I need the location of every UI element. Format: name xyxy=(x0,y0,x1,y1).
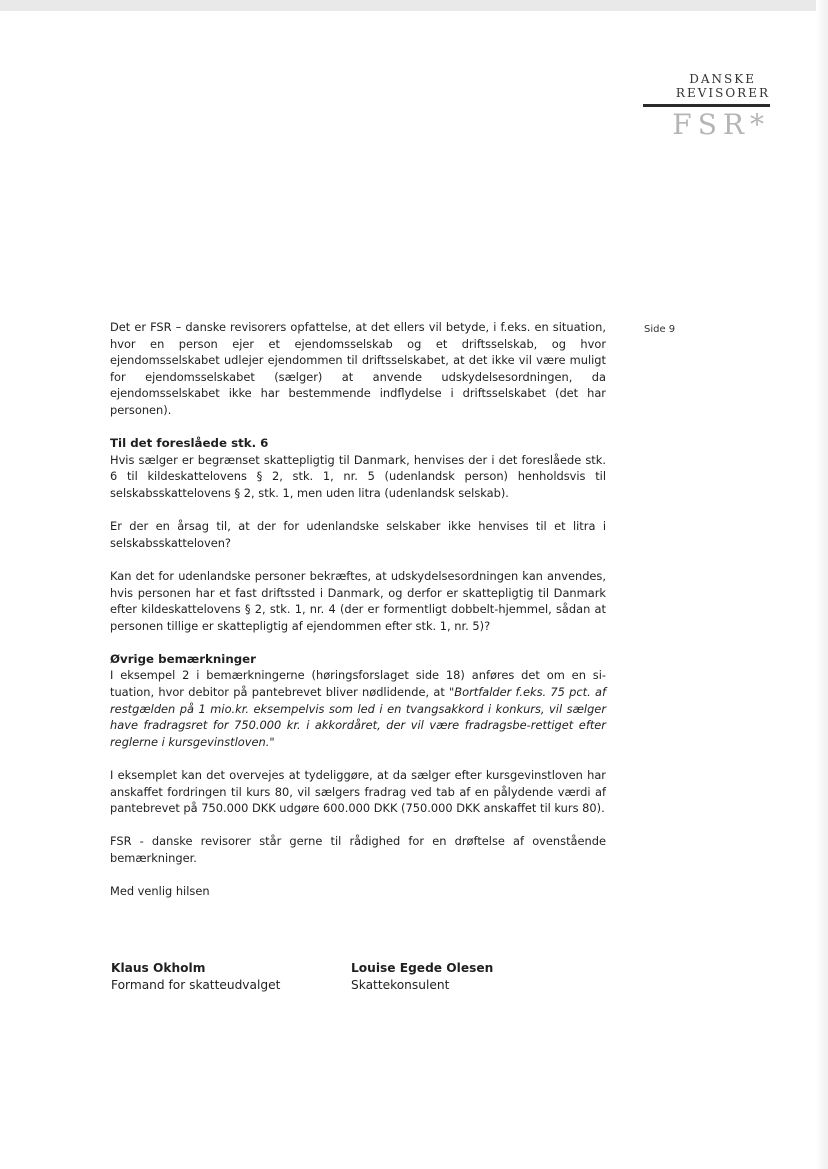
page-number: Side 9 xyxy=(644,324,676,335)
signatory-name: Louise Egede Olesen xyxy=(351,961,494,975)
example-quote: "Bortfalder f.eks. 75 pct. af restgælden på 1 mio.kr. eksempelvis som led i en tvangsakkord i konkurs, vil sælger have fradragsret for 750.000 kr. i akkordåret, der vil være fradragsbe-rettiget efter reglerne i kursgevinstloven." xyxy=(110,685,606,749)
closing-greeting: Med venlig hilsen xyxy=(110,884,210,899)
signatory-name: Klaus Okholm xyxy=(111,961,206,975)
heading-other-remarks: Øvrige bemærkninger xyxy=(110,651,256,666)
signature-block-1 xyxy=(111,960,280,994)
scan-top-edge xyxy=(0,0,828,11)
fsr-logo xyxy=(630,72,770,142)
logo-rule xyxy=(643,104,770,107)
paragraph-example-2 xyxy=(110,667,606,750)
paragraph-availability: FSR - danske revisorer står gerne til rådighed for en drøftelse af ovenstående bemærkninger. xyxy=(110,834,606,865)
signature-block-2 xyxy=(351,960,493,994)
paragraph-clarify: I eksemplet kan det overvejes at tydeliggøre, at da sælger efter kursgevinstloven har anskaffet fordringen til kurs 80, vil sælgers fradrag ved tab af en pålydende værdi af pantebrevet på 750.000 DKK udgøre 600.000 DKK (750.000 DKK anskaffet til kurs 80). xyxy=(110,768,606,816)
paragraph-foreign-persons: Kan det for udenlandske personer bekræftes, at udskydelsesordningen kan anvendes, hvis personen har et fast driftssted i Danmark, og derfor er skattepligtig til Danmark efter kildeskattelovens § 2, stk. 1, nr. 4 (der er formentligt dobbelt-hjemmel, sådan at personen tillige er skattepligtig af ejendommen efter stk. 1, nr. 5)? xyxy=(110,568,606,633)
paragraph-question-litra: Er der en årsag til, at der for udenlandske selskaber ikke henvises til et litra i selskabsskatteloven? xyxy=(110,519,606,550)
heading-stk6: Til det foreslåede stk. 6 xyxy=(110,436,269,451)
signatory-title: Formand for skatteudvalget xyxy=(111,978,281,992)
signatory-title: Skattekonsulent xyxy=(351,978,450,992)
letter-body xyxy=(110,319,606,900)
example-intro: I eksempel 2 i bemærkningerne (høringsforslaget side 18) anføres det om en si-tuation, hvor debitor på pantebrevet bliver nødlidende, at xyxy=(110,668,606,700)
logo-line-danske: DANSKE xyxy=(689,72,756,86)
scan-right-edge xyxy=(816,0,828,1169)
paragraph-limited-tax: Hvis sælger er begrænset skattepligtig til Danmark, henvises der i det foreslåede stk. 6 til kildeskattelovens § 2, stk. 1, nr. 5 (udenlandsk person) henholdsvis til selskabsskattelovens § 2, stk. 1, men uden litra (udenlandsk selskab). xyxy=(110,452,606,500)
logo-line-revisorer: REVISORER xyxy=(675,86,770,100)
logo-mark-fsr: FSR* xyxy=(672,108,770,141)
paragraph-opinion: Det er FSR – danske revisorers opfattelse, at det ellers vil betyde, i f.eks. en situation, hvor en person ejer et ejendomsselskab og et driftsselskab, og hvor ejendomsselskabet udlejer ejendommen til driftsselskabet, at det ikke vil være muligt for ejendomsselskabet (sælger) at anvende udskydelsesordningen, da ejendomsselskabet ikke har bestemmende indflydelse i driftsselskabet (det har personen). xyxy=(110,320,606,417)
